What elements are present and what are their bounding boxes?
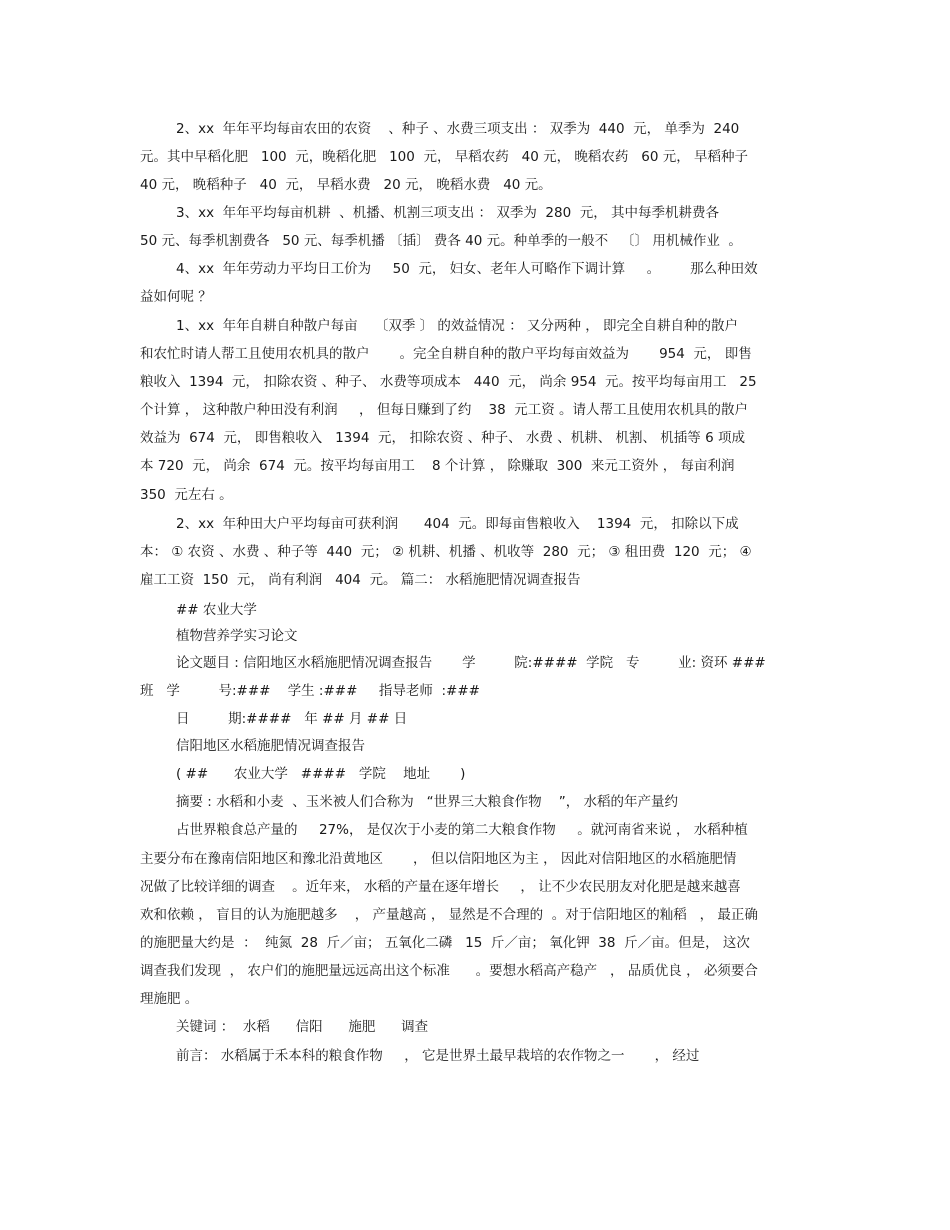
paper-info-line: 班 学 号:### 学生 :### 指导老师 :### [140, 683, 480, 699]
abstract-line: 理施肥 。 [140, 991, 199, 1007]
date-line: 日 期:#### 年 ## 月 ## 日 [176, 711, 408, 727]
paragraph-line: 益如何呢 ？ [140, 289, 212, 305]
abstract-line: 摘要 : 水稻和小麦 、玉米被人们合称为 “世界三大粮食作物 ”， 水稻的年产量约 [176, 794, 679, 810]
paper-type-line: 植物营养学实习论文 [176, 628, 298, 644]
paragraph-line: 本： ① 农资 、水费 、种子等 440 元； ② 机耕、机播 、机收等 280 元； ③ 租田费 120 元； ④ [140, 544, 752, 560]
affiliation-line: ( ## 农业大学 #### 学院 地址 ) [176, 766, 466, 782]
abstract-line: 况做了比较详细的调查 。近年来， 水稻的产量在逐年增长 ， 让不少农民朋友对化肥是越来越喜 [140, 879, 741, 895]
paragraph-line: 40 元， 晚稻种子 40 元， 早稻水费 20 元， 晚稻水费 40 元。 [140, 177, 552, 193]
paragraph-line: 个计算 ， 这种散户种田没有利润 ， 但每日赚到了约 38 元工资 。请人帮工且使用农机具的散户 [140, 402, 749, 418]
abstract-line: 主要分布在豫南信阳地区和豫北沿黄地区 ， 但以信阳地区为主 ， 因此对信阳地区的水稻施肥情 [140, 851, 737, 867]
abstract-line: 调查我们发现 ， 农户们的施肥量远远高出这个标准 。要想水稻高产稳产 ， 品质优良 ， 必须要合 [140, 963, 758, 979]
university-line: ## 农业大学 [176, 602, 257, 618]
abstract-line: 的施肥量大约是 ： 纯氮 28 斤／亩； 五氧化二磷 15 斤／亩； 氧化钾 38 斤／亩。但是， 这次 [140, 935, 750, 951]
paragraph-line: 3、xx 年年平均每亩机耕 、机播、机割三项支出 ： 双季为 280 元， 其中每季机耕费各 [176, 205, 720, 221]
abstract-line: 欢和依赖 ， 盲目的认为施肥越多 ， 产量越高 ， 显然是不合理的 。对于信阳地区的籼稻 ， 最正确 [140, 907, 758, 923]
paper-info-line: 论文题目 : 信阳地区水稻施肥情况调查报告 学 院:#### 学院 专 业: 资环 ### [176, 655, 766, 671]
paragraph-line: 50 元、每季机割费各 50 元、每季机播 〔插〕 费各 40 元。种单季的一般不 〔〕 用机械作业 。 [140, 233, 742, 249]
paragraph-line: 1、xx 年年自耕自种散户每亩 〔双季 〕 的效益情况 ： 又分两种 ， 即完全自耕自种的散户 [176, 318, 739, 334]
paragraph-line: 元。其中早稻化肥 100 元，晚稻化肥 100 元， 早稻农药 40 元， 晚稻农药 60 元， 早稻种子 [140, 149, 749, 165]
paragraph-line: 粮收入 1394 元， 扣除农资 、种子、 水费等项成本 440 元， 尚余 954 元。按平均每亩用工 25 [140, 374, 757, 390]
preface-line: 前言： 水稻属于禾本科的粮食作物 ， 它是世界土最早栽培的农作物之一 ， 经过 [176, 1048, 700, 1064]
paragraph-line: 350 元左右 。 [140, 487, 233, 503]
paragraph-line: 本 720 元， 尚余 674 元。按平均每亩用工 8 个计算 ， 除赚取 300 来元工资外 ， 每亩利润 [140, 458, 735, 474]
paragraph-line: 4、xx 年年劳动力平均日工价为 50 元， 妇女、老年人可略作下调计算 。 那么种田效 [176, 261, 758, 277]
paragraph-line: 雇工工资 150 元， 尚有利润 404 元。 篇二： 水稻施肥情况调查报告 [140, 572, 581, 588]
paragraph-line: 效益为 674 元， 即售粮收入 1394 元， 扣除农资 、种子、 水费 、机耕、 机割、 机插等 6 项成 [140, 430, 745, 446]
paragraph-line: 2、xx 年种田大户平均每亩可获利润 404 元。即每亩售粮收入 1394 元， 扣除以下成 [176, 516, 739, 532]
paper-title: 信阳地区水稻施肥情况调查报告 [176, 738, 365, 754]
abstract-line: 占世界粮食总产量的 27%， 是仅次于小麦的第二大粮食作物 。就河南省来说 ， 水稻种植 [176, 822, 748, 838]
paragraph-line: 和农忙时请人帮工且使用农机具的散户 。完全自耕自种的散户平均每亩效益为 954 元， 即售 [140, 346, 752, 362]
keywords-line: 关键词 ： 水稻 信阳 施肥 调查 [176, 1019, 429, 1035]
paragraph-line: 2、xx 年年平均每亩农田的农资 、种子 、水费三项支出 ： 双季为 440 元， 单季为 240 [176, 121, 740, 137]
